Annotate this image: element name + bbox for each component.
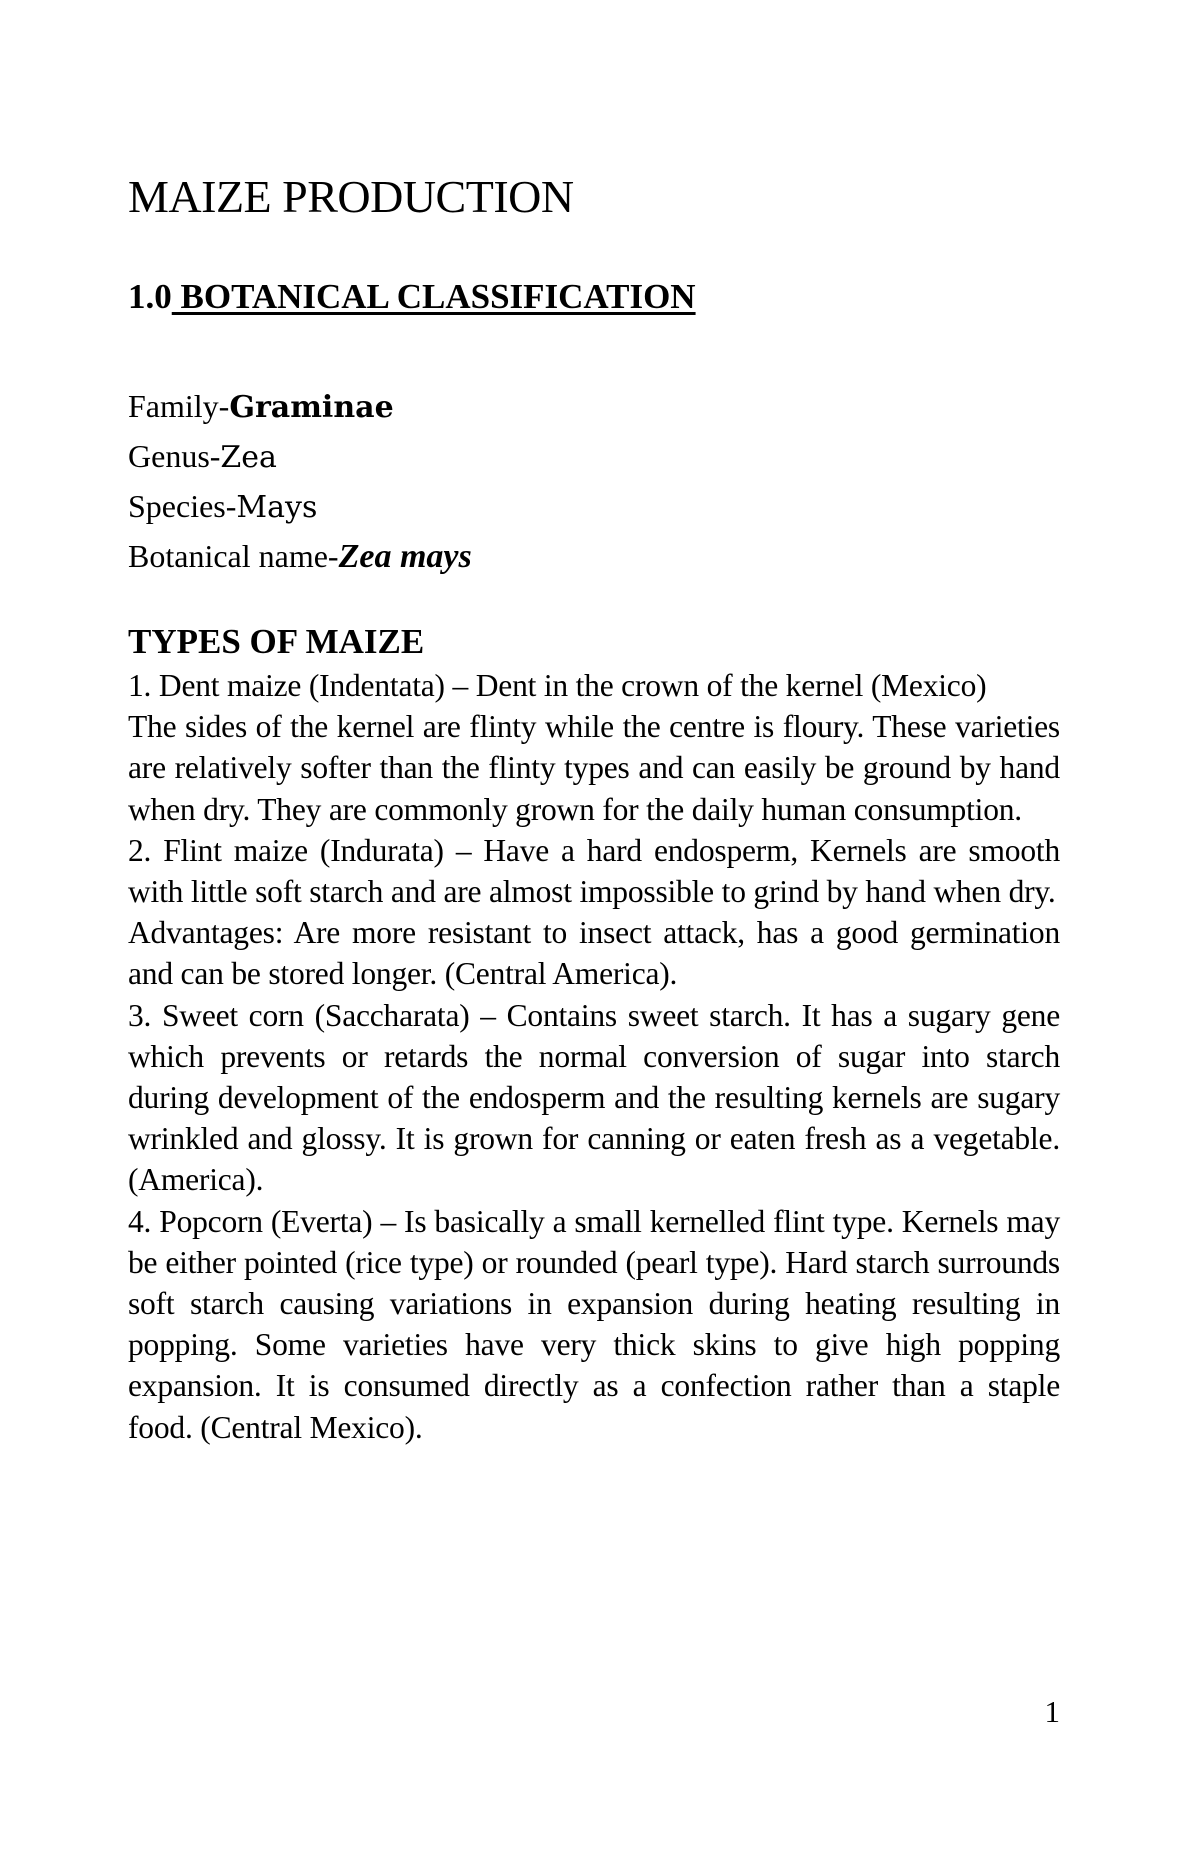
classification-value: Mays: [236, 490, 318, 525]
classification-row-species: [128, 482, 1060, 532]
types-body: [128, 665, 1060, 1448]
paragraph-sweet-corn: 3. Sweet corn (Saccharata) – Contains sweet starch. It has a sugary gene which prevents or retards the normal conversion of sugar into starch during development of the endosperm and the resulting kernels are sugary wrinkled and glossy. It is grown for canning or eaten fresh as a vegetable. (America).: [128, 997, 1060, 1198]
paragraph-flint-maize: 2. Flint maize (Indurata) – Have a hard endosperm, Kernels are smooth with little soft starch and are almost impossible to grind by hand when dry.: [128, 832, 1060, 910]
paragraph-dent-maize: 1. Dent maize (Indentata) – Dent in the crown of the kernel (Mexico): [128, 668, 987, 703]
classification-label: Family-: [128, 388, 230, 424]
paragraph-popcorn: 4. Popcorn (Everta) – Is basically a small kernelled flint type. Kernels may be either pointed (rice type) or rounded (pearl type). Hard starch surrounds soft starch causing variations in expansion during heating resulting in popping. Some varieties have very thick skins to give high popping expansion. It is consumed directly as a confection rather than a staple food. (Central Mexico).: [128, 1203, 1060, 1445]
classification-row-family: [128, 382, 1060, 432]
classification-row-genus: [128, 432, 1060, 482]
classification-list: [128, 382, 1060, 581]
classification-label: Botanical name-: [128, 538, 339, 574]
classification-value: Zea mays: [338, 538, 472, 575]
document-page: [128, 0, 1060, 1855]
types-heading: TYPES OF MAIZE: [128, 622, 425, 661]
section-heading: [128, 277, 696, 317]
classification-value: Graminae: [229, 390, 394, 425]
section-number: 1.0: [128, 277, 172, 316]
paragraph-dent-description: The sides of the kernel are flinty while the centre is floury. These varieties are relatively softer than the flinty types and can easily be ground by hand when dry. They are commonly grown for the daily human consumption.: [128, 709, 1060, 827]
paragraph-flint-advantages: Advantages: Are more resistant to insect attack, has a good germination and can be stored longer. (Central America).: [128, 915, 1060, 992]
classification-label: Genus-: [128, 438, 221, 474]
classification-label: Species-: [128, 488, 237, 524]
page-number: 1: [1044, 1694, 1060, 1729]
classification-row-botanical-name: [128, 532, 1060, 581]
classification-value: Zea: [220, 440, 277, 475]
section-title: BOTANICAL CLASSIFICATION: [171, 277, 696, 316]
document-title: MAIZE PRODUCTION: [128, 171, 574, 222]
